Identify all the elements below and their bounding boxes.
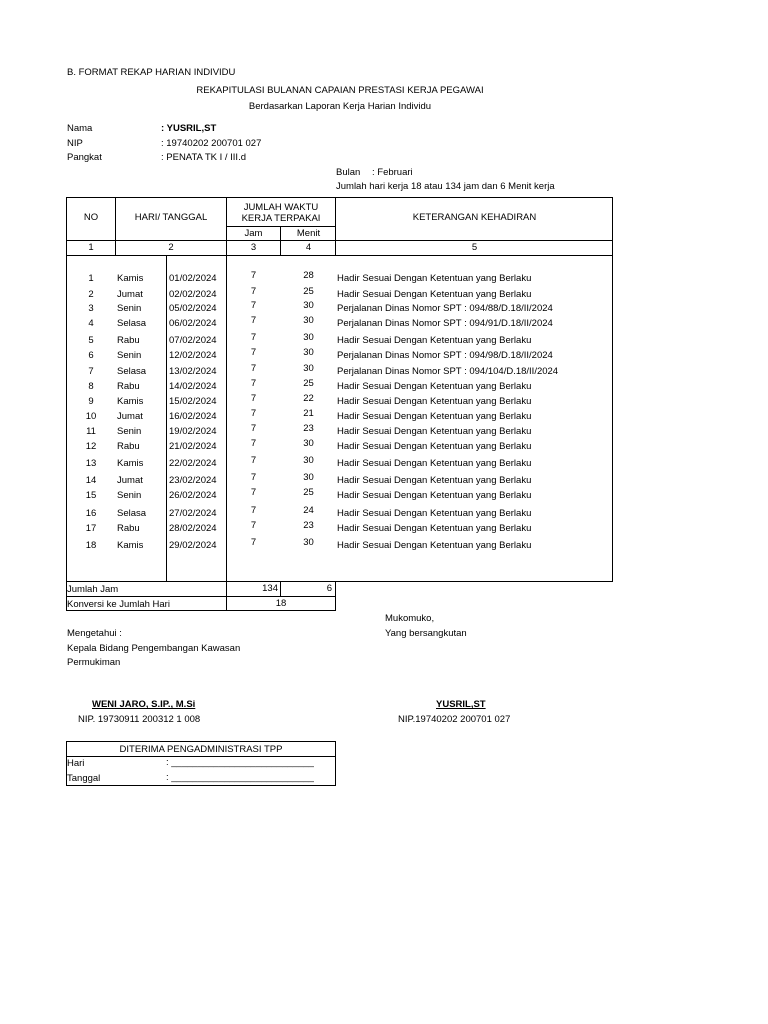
mengetahui: Mengetahui : — [67, 628, 122, 639]
row-menit: 30 — [303, 455, 314, 466]
row-keterangan: Hadir Sesuai Dengan Ketentuan yang Berlaku — [337, 426, 532, 437]
row-menit: 22 — [303, 393, 314, 404]
konversi-value: 18 — [275, 598, 287, 609]
row-no: 11 — [86, 426, 96, 437]
row-tanggal: 23/02/2024 — [169, 475, 217, 486]
row-jam: 7 — [250, 363, 257, 374]
row-keterangan: Perjalanan Dinas Nomor SPT : 094/104/D.18/II/2024 — [337, 366, 559, 377]
row-tanggal: 07/02/2024 — [169, 335, 217, 346]
header-jumlah-waktu: JUMLAH WAKTU KERJA TERPAKAI — [241, 202, 321, 224]
row-no: 3 — [88, 303, 94, 314]
row-keterangan: Hadir Sesuai Dengan Ketentuan yang Berlaku — [337, 396, 532, 407]
row-tanggal: 28/02/2024 — [169, 523, 217, 534]
colnum: 1 — [88, 242, 94, 253]
row-no: 9 — [88, 396, 94, 407]
row-tanggal: 22/02/2024 — [169, 458, 217, 469]
row-no: 12 — [85, 441, 97, 452]
row-jam: 7 — [250, 347, 257, 358]
row-keterangan: Hadir Sesuai Dengan Ketentuan yang Berlaku — [337, 381, 532, 392]
row-tanggal: 06/02/2024 — [169, 318, 217, 329]
row-tanggal: 02/02/2024 — [169, 289, 217, 300]
row-keterangan: Hadir Sesuai Dengan Ketentuan yang Berlaku — [337, 273, 532, 284]
row-hari: Jumat — [117, 411, 143, 422]
section-title: B. FORMAT REKAP HARIAN INDIVIDU — [67, 67, 236, 78]
row-no: 1 — [88, 273, 94, 284]
row-no: 15 — [85, 490, 97, 501]
row-hari: Selasa — [117, 366, 147, 377]
colnum: 4 — [305, 242, 312, 253]
row-hari: Senin — [117, 303, 142, 314]
row-tanggal: 29/02/2024 — [169, 540, 217, 551]
row-keterangan: Perjalanan Dinas Nomor SPT : 094/88/D.18/II/2024 — [337, 303, 553, 314]
jabatan-line2: Permukiman — [67, 657, 121, 668]
row-menit: 30 — [303, 315, 314, 326]
row-menit: 30 — [303, 438, 314, 449]
row-menit: 28 — [303, 270, 314, 281]
row-hari: Rabu — [117, 381, 140, 392]
bulan-label: Bulan — [336, 167, 361, 178]
row-hari: Senin — [117, 350, 142, 361]
row-no: 6 — [88, 350, 94, 361]
row-hari: Kamis — [117, 540, 144, 551]
row-hari: Rabu — [117, 523, 140, 534]
header-menit: Menit — [296, 228, 321, 239]
receipt-hari-field: : ___________________________ — [166, 757, 314, 768]
row-no: 4 — [88, 318, 94, 329]
row-keterangan: Hadir Sesuai Dengan Ketentuan yang Berlaku — [337, 458, 532, 469]
row-tanggal: 13/02/2024 — [169, 366, 217, 377]
row-menit: 25 — [303, 286, 314, 297]
signature-place: Mukomuko, — [385, 613, 435, 624]
row-keterangan: Hadir Sesuai Dengan Ketentuan yang Berlaku — [337, 475, 532, 486]
row-keterangan: Hadir Sesuai Dengan Ketentuan yang Berlaku — [337, 523, 532, 534]
jabatan-line1: Kepala Bidang Pengembangan Kawasan — [67, 643, 241, 654]
pangkat-value: : PENATA TK I / III.d — [161, 152, 246, 163]
row-jam: 7 — [250, 472, 257, 483]
row-hari: Jumat — [117, 289, 143, 300]
row-hari: Jumat — [117, 475, 143, 486]
row-no: 13 — [85, 458, 97, 469]
row-hari: Kamis — [117, 396, 144, 407]
receipt-tanggal-field: : ___________________________ — [166, 772, 314, 783]
row-menit: 21 — [303, 408, 314, 419]
left-signatory-nip: NIP. 19730911 200312 1 008 — [78, 714, 201, 725]
row-jam: 7 — [250, 520, 257, 531]
nip-label: NIP — [67, 138, 83, 149]
row-tanggal: 14/02/2024 — [169, 381, 217, 392]
row-hari: Senin — [117, 426, 142, 437]
row-keterangan: Hadir Sesuai Dengan Ketentuan yang Berlaku — [337, 441, 532, 452]
row-no: 17 — [85, 523, 97, 534]
row-tanggal: 16/02/2024 — [169, 411, 217, 422]
receipt-tanggal-label: Tanggal — [67, 773, 101, 784]
row-no: 16 — [85, 508, 97, 519]
receipt-title: DITERIMA PENGADMINISTRASI TPP — [119, 744, 283, 755]
row-jam: 7 — [250, 300, 257, 311]
row-menit: 30 — [303, 300, 314, 311]
right-signatory-name: YUSRIL,ST — [436, 699, 486, 710]
row-no: 8 — [88, 381, 94, 392]
row-jam: 7 — [250, 393, 257, 404]
row-tanggal: 01/02/2024 — [169, 273, 217, 284]
yang-bersangkutan: Yang bersangkutan — [385, 628, 467, 639]
pangkat-label: Pangkat — [67, 152, 102, 163]
row-hari: Senin — [117, 490, 142, 501]
right-signatory-nip: NIP.19740202 200701 027 — [398, 714, 511, 725]
header-hari-tanggal: HARI/ TANGGAL — [134, 212, 208, 223]
row-hari: Selasa — [117, 508, 147, 519]
row-keterangan: Hadir Sesuai Dengan Ketentuan yang Berlaku — [337, 411, 532, 422]
row-menit: 30 — [303, 537, 314, 548]
row-tanggal: 19/02/2024 — [169, 426, 217, 437]
konversi-label: Konversi ke Jumlah Hari — [67, 599, 170, 610]
colnum: 5 — [471, 242, 478, 253]
row-menit: 30 — [303, 332, 314, 343]
header-keterangan: KETERANGAN KEHADIRAN — [412, 212, 537, 223]
row-tanggal: 26/02/2024 — [169, 490, 217, 501]
colnum: 3 — [250, 242, 257, 253]
row-hari: Rabu — [117, 335, 140, 346]
row-menit: 23 — [303, 520, 314, 531]
row-menit: 25 — [303, 487, 314, 498]
row-keterangan: Perjalanan Dinas Nomor SPT : 094/91/D.18/II/2024 — [337, 318, 553, 329]
row-keterangan: Hadir Sesuai Dengan Ketentuan yang Berlaku — [337, 508, 532, 519]
row-tanggal: 05/02/2024 — [169, 303, 217, 314]
nama-value: : YUSRIL,ST — [161, 123, 217, 134]
row-hari: Selasa — [117, 318, 147, 329]
document-subtitle: Berdasarkan Laporan Kerja Harian Individu — [248, 101, 432, 112]
total-jam: 134 — [262, 583, 278, 594]
row-jam: 7 — [250, 378, 257, 389]
row-jam: 7 — [250, 487, 257, 498]
row-no: 14 — [85, 475, 97, 486]
total-menit: 6 — [326, 583, 332, 594]
row-jam: 7 — [250, 423, 257, 434]
row-tanggal: 27/02/2024 — [169, 508, 217, 519]
header-no: NO — [83, 212, 99, 223]
total-label: Jumlah Jam — [67, 584, 119, 595]
row-no: 2 — [88, 289, 94, 300]
row-hari: Kamis — [117, 458, 144, 469]
row-jam: 7 — [250, 505, 257, 516]
receipt-hari-label: Hari — [67, 758, 85, 769]
left-signatory-name: WENI JARO, S.IP., M.Si — [92, 699, 196, 710]
row-no: 18 — [85, 540, 97, 551]
work-summary: Jumlah hari kerja 18 atau 134 jam dan 6 Menit kerja — [336, 181, 555, 192]
row-no: 7 — [88, 366, 94, 377]
row-no: 10 — [85, 411, 97, 422]
row-keterangan: Hadir Sesuai Dengan Ketentuan yang Berlaku — [337, 490, 532, 501]
row-tanggal: 15/02/2024 — [169, 396, 217, 407]
row-menit: 25 — [303, 378, 314, 389]
row-jam: 7 — [250, 537, 257, 548]
nip-value: : 19740202 200701 027 — [161, 138, 262, 149]
row-no: 5 — [88, 335, 94, 346]
row-keterangan: Perjalanan Dinas Nomor SPT : 094/98/D.18/II/2024 — [337, 350, 553, 361]
document-title: REKAPITULASI BULANAN CAPAIAN PRESTASI KERJA PEGAWAI — [196, 85, 484, 96]
row-jam: 7 — [250, 455, 257, 466]
bulan-value: : Februari — [372, 167, 413, 178]
row-menit: 23 — [303, 423, 314, 434]
row-keterangan: Hadir Sesuai Dengan Ketentuan yang Berlaku — [337, 335, 532, 346]
colnum: 2 — [168, 242, 174, 253]
row-jam: 7 — [250, 286, 257, 297]
row-jam: 7 — [250, 332, 257, 343]
row-jam: 7 — [250, 408, 257, 419]
row-jam: 7 — [250, 315, 257, 326]
row-jam: 7 — [250, 438, 257, 449]
row-menit: 30 — [303, 472, 314, 483]
row-keterangan: Hadir Sesuai Dengan Ketentuan yang Berlaku — [337, 289, 532, 300]
nama-label: Nama — [67, 123, 93, 134]
row-tanggal: 12/02/2024 — [169, 350, 217, 361]
row-hari: Rabu — [117, 441, 140, 452]
row-menit: 30 — [303, 347, 314, 358]
row-menit: 24 — [303, 505, 314, 516]
row-menit: 30 — [303, 363, 314, 374]
header-jam: Jam — [244, 228, 263, 239]
row-hari: Kamis — [117, 273, 144, 284]
row-tanggal: 21/02/2024 — [169, 441, 217, 452]
row-keterangan: Hadir Sesuai Dengan Ketentuan yang Berlaku — [337, 540, 532, 551]
row-jam: 7 — [250, 270, 257, 281]
